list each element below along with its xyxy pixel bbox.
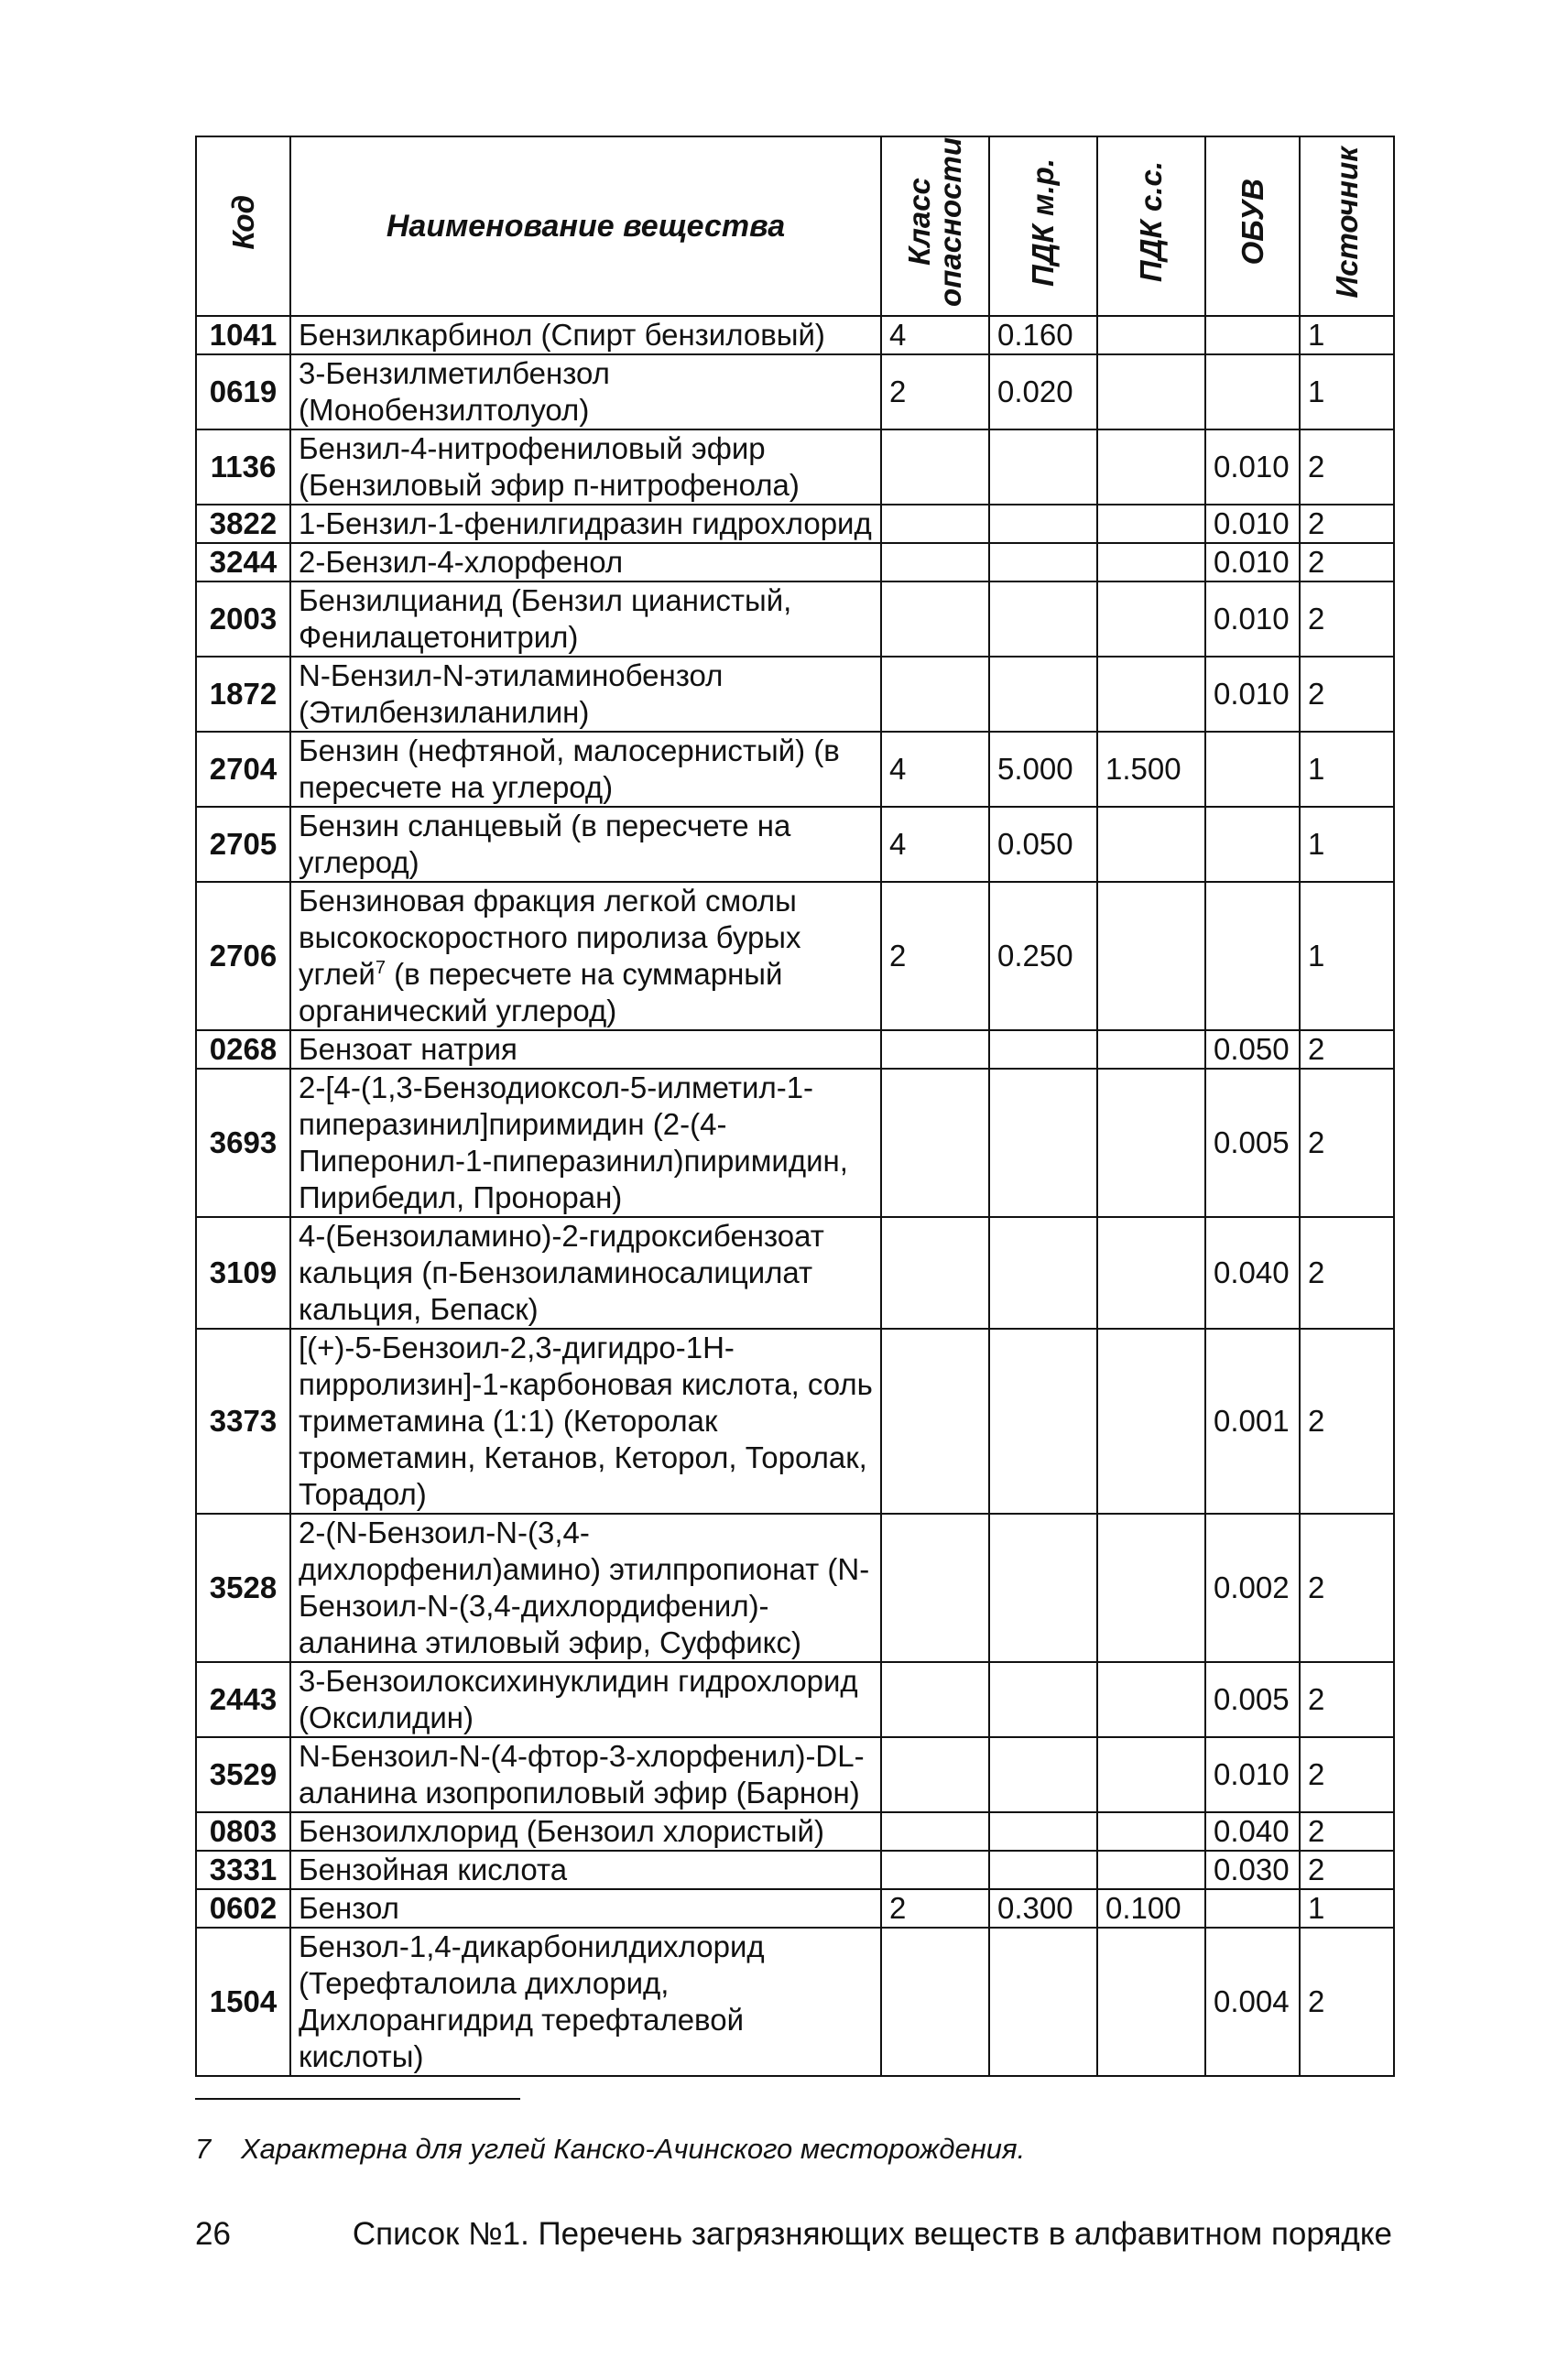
cell-pdk-ss (1097, 807, 1205, 882)
table-row (196, 1928, 1394, 2076)
cell-name: Бензилцианид (Бензил цианистый, Фенилацетонитрил) (290, 581, 881, 657)
cell-obuv: 0.010 (1205, 429, 1300, 505)
cell-name: Бензил-4-нитрофениловый эфир (Бензиловый эфир п-нитрофенола) (290, 429, 881, 505)
cell-name-part: (в пересчете на суммарный органический углерод) (299, 956, 783, 1027)
cell-obuv (1205, 1889, 1300, 1928)
cell-pdk-mr (989, 1514, 1097, 1662)
cell-code: 2705 (196, 807, 290, 882)
table-row (196, 732, 1394, 807)
cell-name: 4-(Бензоиламино)-2-гидроксибензоат кальция (п-Бензоиламиносалицилат кальция, Бепаск) (290, 1217, 881, 1329)
cell-name: Бензол-1,4-дикарбонилдихлорид (Терефталоила дихлорид, Дихлорангидрид терефталевой кислоты) (290, 1928, 881, 2076)
cell-pdk-ss (1097, 429, 1205, 505)
cell-source: 2 (1300, 429, 1394, 505)
cell-pdk-ss (1097, 1928, 1205, 2076)
header-name: Наименование вещества (290, 136, 881, 316)
cell-pdk-ss (1097, 1217, 1205, 1329)
table-header-row (196, 136, 1394, 316)
cell-source: 1 (1300, 732, 1394, 807)
cell-name (290, 882, 881, 1030)
cell-hazard-class (881, 1514, 989, 1662)
cell-obuv: 0.002 (1205, 1514, 1300, 1662)
cell-obuv: 0.010 (1205, 657, 1300, 732)
cell-pdk-ss (1097, 1030, 1205, 1069)
table-row (196, 657, 1394, 732)
cell-code: 0619 (196, 354, 290, 429)
cell-pdk-ss (1097, 882, 1205, 1030)
cell-code: 0803 (196, 1812, 290, 1851)
table-row (196, 1812, 1394, 1851)
cell-pdk-ss: 0.100 (1097, 1889, 1205, 1928)
cell-name: N-Бензоил-N-(4-фтор-3-хлорфенил)-DL-аланина изопропиловый эфир (Барнон) (290, 1737, 881, 1812)
header-source: Источник (1300, 136, 1394, 316)
cell-pdk-mr (989, 1812, 1097, 1851)
header-obuv: ОБУВ (1205, 136, 1300, 316)
cell-code: 3373 (196, 1329, 290, 1514)
cell-obuv: 0.010 (1205, 581, 1300, 657)
table-row (196, 543, 1394, 581)
substances-table (195, 136, 1395, 2077)
cell-name: 2-Бензил-4-хлорфенол (290, 543, 881, 581)
cell-source: 2 (1300, 1737, 1394, 1812)
cell-name-part: Бензиновая фракция легкой смолы высокоскоростного пиролиза бурых углей (299, 883, 801, 991)
table-row (196, 1889, 1394, 1928)
cell-pdk-mr: 0.250 (989, 882, 1097, 1030)
cell-code: 1136 (196, 429, 290, 505)
cell-obuv: 0.040 (1205, 1812, 1300, 1851)
cell-obuv: 0.040 (1205, 1217, 1300, 1329)
cell-hazard-class: 2 (881, 882, 989, 1030)
cell-code: 3331 (196, 1851, 290, 1889)
cell-obuv (1205, 807, 1300, 882)
cell-pdk-mr: 5.000 (989, 732, 1097, 807)
cell-code: 3244 (196, 543, 290, 581)
cell-obuv (1205, 732, 1300, 807)
footnote (195, 2131, 1386, 2168)
cell-name: 2-(N-Бензоил-N-(3,4-дихлорфенил)амино) этилпропионат (N-Бензоил-N-(3,4-дихлордифенил)-аланина этиловый эфир, Суффикс) (290, 1514, 881, 1662)
cell-code: 1504 (196, 1928, 290, 2076)
cell-obuv: 0.001 (1205, 1329, 1300, 1514)
table-row (196, 1851, 1394, 1889)
cell-pdk-mr (989, 1069, 1097, 1217)
cell-name: Бензин сланцевый (в пересчете на углерод) (290, 807, 881, 882)
cell-hazard-class: 4 (881, 807, 989, 882)
cell-hazard-class: 2 (881, 1889, 989, 1928)
cell-hazard-class (881, 1737, 989, 1812)
cell-pdk-ss: 1.500 (1097, 732, 1205, 807)
cell-code: 3109 (196, 1217, 290, 1329)
table-row (196, 316, 1394, 354)
footnote-divider (195, 2098, 520, 2100)
cell-name: [(+)-5-Бензоил-2,3-дигидро-1H-пирролизин]-1-карбоновая кислота, соль триметамина (1:1) (Кеторолак трометамин, Кетанов, Кеторол, Торолак, Торадол) (290, 1329, 881, 1514)
header-pdk-mr: ПДК м.р. (989, 136, 1097, 316)
table-row (196, 1030, 1394, 1069)
cell-pdk-mr (989, 657, 1097, 732)
cell-source: 2 (1300, 1514, 1394, 1662)
cell-pdk-ss (1097, 1851, 1205, 1889)
cell-pdk-mr (989, 1928, 1097, 2076)
cell-obuv: 0.004 (1205, 1928, 1300, 2076)
cell-pdk-ss (1097, 354, 1205, 429)
header-code: Код (196, 136, 290, 316)
cell-code: 2704 (196, 732, 290, 807)
cell-pdk-mr (989, 581, 1097, 657)
cell-name: Бензин (нефтяной, малосернистый) (в пересчете на углерод) (290, 732, 881, 807)
cell-hazard-class (881, 1662, 989, 1737)
cell-name: 2-[4-(1,3-Бензодиоксол-5-илметил-1-пиперазинил]пиримидин (2-(4-Пиперонил-1-пиперазинил)пиримидин, Пирибедил, Проноран) (290, 1069, 881, 1217)
cell-pdk-mr: 0.050 (989, 807, 1097, 882)
cell-hazard-class: 4 (881, 316, 989, 354)
cell-code: 3529 (196, 1737, 290, 1812)
cell-hazard-class (881, 657, 989, 732)
table-row (196, 1217, 1394, 1329)
cell-code: 0268 (196, 1030, 290, 1069)
cell-source: 2 (1300, 657, 1394, 732)
table-row (196, 807, 1394, 882)
table-row (196, 1329, 1394, 1514)
cell-source: 1 (1300, 882, 1394, 1030)
cell-code: 2003 (196, 581, 290, 657)
cell-source: 2 (1300, 1851, 1394, 1889)
cell-source: 1 (1300, 807, 1394, 882)
table-row (196, 882, 1394, 1030)
footnote-ref: 7 (375, 957, 386, 978)
cell-pdk-ss (1097, 1329, 1205, 1514)
running-title: Список №1. Перечень загрязняющих веществ в алфавитном порядке (352, 2216, 1392, 2252)
cell-pdk-mr (989, 1329, 1097, 1514)
cell-name: 3-Бензилметилбензол (Монобензилтолуол) (290, 354, 881, 429)
cell-code: 1041 (196, 316, 290, 354)
cell-pdk-mr (989, 429, 1097, 505)
cell-pdk-mr (989, 1217, 1097, 1329)
cell-source: 1 (1300, 316, 1394, 354)
table-row (196, 505, 1394, 543)
cell-hazard-class (881, 1069, 989, 1217)
cell-source: 2 (1300, 1030, 1394, 1069)
cell-hazard-class: 4 (881, 732, 989, 807)
cell-source: 2 (1300, 505, 1394, 543)
cell-code: 0602 (196, 1889, 290, 1928)
cell-hazard-class (881, 429, 989, 505)
cell-source: 2 (1300, 543, 1394, 581)
cell-hazard-class (881, 1217, 989, 1329)
cell-source: 2 (1300, 1069, 1394, 1217)
cell-source: 1 (1300, 1889, 1394, 1928)
cell-source: 1 (1300, 354, 1394, 429)
cell-hazard-class (881, 1329, 989, 1514)
cell-name: Бензойная кислота (290, 1851, 881, 1889)
cell-source: 2 (1300, 1329, 1394, 1514)
cell-hazard-class (881, 1928, 989, 2076)
cell-pdk-mr: 0.160 (989, 316, 1097, 354)
cell-obuv: 0.010 (1205, 1737, 1300, 1812)
header-hazard-class: Класс опасности (881, 136, 989, 316)
cell-pdk-ss (1097, 1662, 1205, 1737)
cell-pdk-ss (1097, 1514, 1205, 1662)
cell-source: 2 (1300, 1928, 1394, 2076)
cell-pdk-mr (989, 1737, 1097, 1812)
table-row (196, 1514, 1394, 1662)
cell-source: 2 (1300, 1217, 1394, 1329)
cell-pdk-mr (989, 1030, 1097, 1069)
cell-obuv (1205, 354, 1300, 429)
cell-name: Бензол (290, 1889, 881, 1928)
cell-name: Бензоат натрия (290, 1030, 881, 1069)
cell-obuv: 0.010 (1205, 543, 1300, 581)
cell-pdk-ss (1097, 543, 1205, 581)
cell-pdk-ss (1097, 581, 1205, 657)
cell-hazard-class: 2 (881, 354, 989, 429)
cell-pdk-ss (1097, 1812, 1205, 1851)
cell-name: Бензилкарбинол (Спирт бензиловый) (290, 316, 881, 354)
cell-pdk-mr (989, 543, 1097, 581)
cell-pdk-ss (1097, 1069, 1205, 1217)
table-row (196, 1662, 1394, 1737)
cell-name: Бензоилхлорид (Бензоил хлористый) (290, 1812, 881, 1851)
cell-code: 2706 (196, 882, 290, 1030)
cell-obuv (1205, 316, 1300, 354)
cell-pdk-ss (1097, 505, 1205, 543)
cell-pdk-mr: 0.300 (989, 1889, 1097, 1928)
cell-pdk-mr (989, 1662, 1097, 1737)
table-row (196, 429, 1394, 505)
header-pdk-ss: ПДК с.с. (1097, 136, 1205, 316)
cell-source: 2 (1300, 1812, 1394, 1851)
cell-source: 2 (1300, 581, 1394, 657)
cell-hazard-class (881, 581, 989, 657)
cell-pdk-ss (1097, 657, 1205, 732)
cell-name: N-Бензил-N-этиламинобензол (Этилбензиланилин) (290, 657, 881, 732)
cell-code: 2443 (196, 1662, 290, 1737)
cell-obuv: 0.030 (1205, 1851, 1300, 1889)
cell-code: 1872 (196, 657, 290, 732)
cell-code: 3693 (196, 1069, 290, 1217)
table-row (196, 581, 1394, 657)
cell-hazard-class (881, 1851, 989, 1889)
footnote-number: 7 (195, 2133, 212, 2165)
cell-pdk-mr: 0.020 (989, 354, 1097, 429)
cell-obuv: 0.005 (1205, 1069, 1300, 1217)
cell-pdk-mr (989, 505, 1097, 543)
cell-obuv: 0.010 (1205, 505, 1300, 543)
table-row (196, 1737, 1394, 1812)
cell-obuv: 0.005 (1205, 1662, 1300, 1737)
cell-obuv: 0.050 (1205, 1030, 1300, 1069)
cell-obuv (1205, 882, 1300, 1030)
cell-pdk-ss (1097, 1737, 1205, 1812)
cell-pdk-mr (989, 1851, 1097, 1889)
page-number: 26 (195, 2216, 231, 2252)
footnote-text: Характерна для углей Канско-Ачинского месторождения. (241, 2133, 1026, 2165)
table-row (196, 1069, 1394, 1217)
cell-hazard-class (881, 543, 989, 581)
cell-hazard-class (881, 1030, 989, 1069)
cell-name: 1-Бензил-1-фенилгидразин гидрохлорид (290, 505, 881, 543)
cell-hazard-class (881, 1812, 989, 1851)
cell-code: 3528 (196, 1514, 290, 1662)
cell-name: 3-Бензоилоксихинуклидин гидрохлорид (Оксилидин) (290, 1662, 881, 1737)
cell-code: 3822 (196, 505, 290, 543)
cell-source: 2 (1300, 1662, 1394, 1737)
table-row (196, 354, 1394, 429)
cell-pdk-ss (1097, 316, 1205, 354)
cell-hazard-class (881, 505, 989, 543)
